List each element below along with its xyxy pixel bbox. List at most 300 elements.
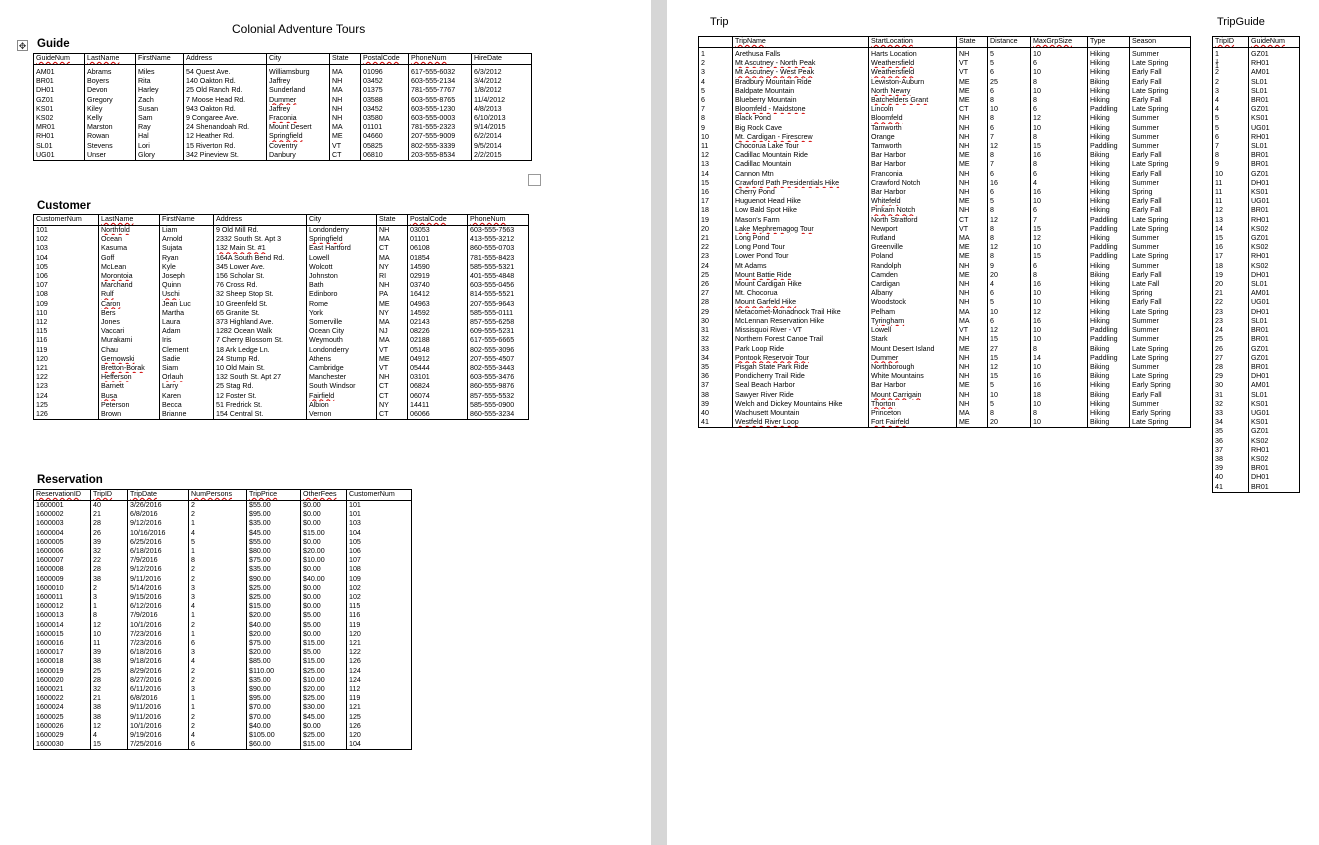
reservation-cell: 8 — [91, 611, 128, 620]
trip-cell: Tyringham — [869, 317, 957, 326]
trip-row — [699, 354, 1191, 363]
guide-cell: Unser — [85, 151, 136, 161]
reservation-cell: 10/1/2016 — [128, 722, 189, 731]
tripguide-cell: 30 — [1213, 381, 1249, 390]
tripguide-cell: 13 — [1213, 216, 1249, 225]
reservation-row — [34, 722, 412, 731]
reservation-cell: 120 — [347, 630, 412, 639]
customer-cell: 110 — [34, 309, 99, 318]
tripguide-row — [1213, 87, 1300, 96]
trip-cell: 8 — [988, 234, 1031, 243]
guide-cell: ME — [330, 132, 361, 141]
guide-cell: Harley — [136, 86, 184, 95]
tripguide-column-header: TripID — [1213, 37, 1249, 48]
reservation-cell: $5.00 — [301, 611, 347, 620]
reservation-section-title: Reservation — [37, 474, 103, 486]
trip-cell: VT — [957, 68, 988, 77]
trip-cell: ME — [957, 243, 988, 252]
customer-cell: Jean Luc — [160, 300, 214, 309]
customer-cell: 18 Ark Ledge Ln. — [214, 346, 307, 355]
trip-row — [699, 68, 1191, 77]
guide-cell: 617-555-6032 — [409, 65, 472, 78]
trip-cell: 10 — [1031, 68, 1088, 77]
tripguide-cell: 37 — [1213, 446, 1249, 455]
guide-cell: Lori — [136, 142, 184, 151]
customer-row — [34, 226, 529, 236]
trip-column-header: Season — [1130, 37, 1191, 48]
customer-column-header: FirstName — [160, 215, 214, 226]
tripguide-row — [1213, 48, 1300, 60]
tripguide-row — [1213, 68, 1300, 77]
customer-cell: NH — [377, 281, 408, 290]
trip-cell: Summer — [1130, 179, 1191, 188]
tripguide-row — [1213, 170, 1300, 179]
reservation-column-header: ReservationID — [34, 490, 91, 501]
trip-cell: Mount Battie Ride — [733, 271, 869, 280]
trip-cell: 39 — [699, 400, 733, 409]
tripguide-row — [1213, 335, 1300, 344]
customer-cell: 345 Lower Ave. — [214, 263, 307, 272]
reservation-cell: $40.00 — [247, 722, 301, 731]
trip-cell: 19 — [699, 216, 733, 225]
customer-row — [34, 309, 529, 318]
reservation-cell: 126 — [347, 657, 412, 666]
reservation-cell: $25.00 — [301, 667, 347, 676]
table-move-handle-icon[interactable]: ✥ — [18, 41, 27, 51]
trip-cell: 37 — [699, 381, 733, 390]
customer-cell: 814-555-5521 — [468, 290, 529, 299]
guide-cell: Williamsburg — [267, 65, 330, 78]
tripguide-row — [1213, 160, 1300, 169]
guide-cell: CT — [330, 151, 361, 161]
tripguide-column-header: GuideNum — [1249, 37, 1300, 48]
trip-cell: Biking — [1088, 363, 1130, 372]
trip-cell: Weathersfield — [869, 59, 957, 68]
trip-cell: Franconia — [869, 170, 957, 179]
trip-cell: North Stratford — [869, 216, 957, 225]
trip-cell: Big Rock Cave — [733, 124, 869, 133]
customer-cell: 10 Old Main St. — [214, 364, 307, 373]
customer-cell: 164A South Bend Rd. — [214, 254, 307, 263]
reservation-cell: 6/25/2016 — [128, 538, 189, 547]
guide-cell: 943 Oakton Rd. — [184, 105, 267, 114]
reservation-cell: 3 — [91, 593, 128, 602]
trip-row — [699, 96, 1191, 105]
customer-cell: Caron — [99, 300, 160, 309]
guide-row — [34, 96, 532, 105]
trip-column-header: MaxGrpSize — [1031, 37, 1088, 48]
trip-table — [698, 36, 1191, 428]
reservation-cell: 103 — [347, 519, 412, 528]
trip-row — [699, 308, 1191, 317]
reservation-cell: 1600025 — [34, 713, 91, 722]
trip-cell: 8 — [1031, 345, 1088, 354]
trip-cell: Mt. Cardigan - Firescrew — [733, 133, 869, 142]
customer-cell: Clement — [160, 346, 214, 355]
tripguide-cell: BR01 — [1249, 464, 1300, 473]
trip-cell: 16 — [1031, 188, 1088, 197]
customer-cell: South Windsor — [307, 382, 377, 391]
customer-cell: Arnold — [160, 235, 214, 244]
reservation-cell: $40.00 — [247, 621, 301, 630]
trip-cell: 30 — [699, 317, 733, 326]
guide-cell: Coventry — [267, 142, 330, 151]
reservation-row — [34, 501, 412, 511]
trip-cell: 12 — [988, 243, 1031, 252]
trip-cell: Late Spring — [1130, 418, 1191, 428]
trip-cell: North Newry — [869, 87, 957, 96]
trip-cell: McLennan Reservation Hike — [733, 317, 869, 326]
guide-cell: 781-555-2323 — [409, 123, 472, 132]
reservation-row — [34, 731, 412, 740]
reservation-cell: $60.00 — [247, 740, 301, 750]
customer-cell: Larry — [160, 382, 214, 391]
trip-cell: Biking — [1088, 345, 1130, 354]
trip-cell: 27 — [988, 345, 1031, 354]
guide-cell: 603-555-2134 — [409, 77, 472, 86]
trip-cell: Bar Harbor — [869, 151, 957, 160]
customer-column-header: City — [307, 215, 377, 226]
trip-cell: Mason's Farm — [733, 216, 869, 225]
trip-cell: ME — [957, 418, 988, 428]
tripguide-cell: 5 — [1213, 114, 1249, 123]
trip-cell: 12 — [1031, 234, 1088, 243]
tripguide-cell: RH01 — [1249, 59, 1300, 68]
tripguide-cell: SL01 — [1249, 142, 1300, 151]
reservation-cell: $15.00 — [247, 602, 301, 611]
customer-column-header: PhoneNum — [468, 215, 529, 226]
reservation-cell: 9/18/2016 — [128, 657, 189, 666]
customer-row — [34, 263, 529, 272]
trip-cell: NH — [957, 206, 988, 215]
tripguide-cell: 8 — [1213, 151, 1249, 160]
trip-cell: Biking — [1088, 418, 1130, 428]
reservation-cell: $25.00 — [247, 584, 301, 593]
reservation-cell: 104 — [347, 740, 412, 750]
trip-cell: Metacomet-Monadnock Trail Hike — [733, 308, 869, 317]
reservation-row — [34, 538, 412, 547]
trip-cell: Late Fall — [1130, 280, 1191, 289]
trip-cell: 6 — [988, 289, 1031, 298]
reservation-cell: $20.00 — [247, 630, 301, 639]
tripguide-cell: 41 — [1213, 483, 1249, 493]
reservation-cell: 1600002 — [34, 510, 91, 519]
trip-cell: 17 — [699, 197, 733, 206]
guide-cell: Jaffrey — [267, 105, 330, 114]
guide-cell: Devon — [85, 86, 136, 95]
trip-cell: 21 — [699, 234, 733, 243]
reservation-cell: 1600020 — [34, 676, 91, 685]
trip-cell: 15 — [988, 335, 1031, 344]
tripguide-cell: 12 — [1213, 206, 1249, 215]
trip-cell: 10 — [1031, 87, 1088, 96]
guide-cell: 9/14/2015 — [472, 123, 532, 132]
tripguide-cell: KS02 — [1249, 243, 1300, 252]
customer-cell: 24 Stump Rd. — [214, 355, 307, 364]
reservation-cell: 119 — [347, 621, 412, 630]
trip-cell: Chocorua Lake Tour — [733, 142, 869, 151]
customer-cell: NH — [377, 373, 408, 382]
customer-cell: 119 — [34, 346, 99, 355]
customer-cell: 04963 — [408, 300, 468, 309]
customer-cell: Sujata — [160, 244, 214, 253]
trip-cell: Summer — [1130, 326, 1191, 335]
trip-cell: Hiking — [1088, 170, 1130, 179]
trip-cell: Weathersfield — [869, 68, 957, 77]
trip-cell: Late Spring — [1130, 87, 1191, 96]
guide-cell: NH — [330, 114, 361, 123]
reservation-cell: 119 — [347, 694, 412, 703]
reservation-cell: 8/27/2016 — [128, 676, 189, 685]
reservation-row — [34, 510, 412, 519]
reservation-cell: 1600013 — [34, 611, 91, 620]
trip-cell: 7 — [988, 160, 1031, 169]
tripguide-row — [1213, 225, 1300, 234]
trip-cell: Wachusett Mountain — [733, 409, 869, 418]
reservation-cell: $15.00 — [301, 529, 347, 538]
guide-cell: Rita — [136, 77, 184, 86]
reservation-cell: 1600030 — [34, 740, 91, 750]
trip-row — [699, 271, 1191, 280]
customer-cell: Edinboro — [307, 290, 377, 299]
tripguide-row — [1213, 400, 1300, 409]
guide-column-header: State — [330, 54, 361, 65]
trip-cell: NH — [957, 400, 988, 409]
reservation-cell: 1600005 — [34, 538, 91, 547]
reservation-cell: 105 — [347, 538, 412, 547]
customer-cell: 120 — [34, 355, 99, 364]
trip-cell: Hiking — [1088, 68, 1130, 77]
reservation-cell: 1600016 — [34, 639, 91, 648]
trip-cell: Paddling — [1088, 252, 1130, 261]
customer-cell: Iris — [160, 336, 214, 345]
trip-row — [699, 206, 1191, 215]
trip-cell: 16 — [1031, 317, 1088, 326]
customer-cell: 115 — [34, 327, 99, 336]
tripguide-cell: 2 — [1213, 78, 1249, 87]
trip-cell: Pisgah State Park Ride — [733, 363, 869, 372]
customer-cell: Busa — [99, 392, 160, 401]
customer-row — [34, 336, 529, 345]
tripguide-cell: BR01 — [1249, 335, 1300, 344]
reservation-cell: $35.00 — [247, 676, 301, 685]
tripguide-cell: 25 — [1213, 335, 1249, 344]
tripguide-row — [1213, 381, 1300, 390]
trip-cell: 15 — [699, 179, 733, 188]
guide-cell: 781-555-7767 — [409, 86, 472, 95]
customer-cell: CT — [377, 392, 408, 401]
customer-cell: 107 — [34, 281, 99, 290]
customer-cell: Laura — [160, 318, 214, 327]
guide-cell: Kelly — [85, 114, 136, 123]
customer-column-header: Address — [214, 215, 307, 226]
guide-cell: VT — [330, 142, 361, 151]
customer-cell: Karen — [160, 392, 214, 401]
reservation-cell: $5.00 — [301, 648, 347, 657]
trip-cell: 36 — [699, 372, 733, 381]
guide-cell: 03452 — [361, 77, 409, 86]
guide-cell: Miles — [136, 65, 184, 78]
guide-cell: 01101 — [361, 123, 409, 132]
trip-cell: Black Pond — [733, 114, 869, 123]
tripguide-cell: 38 — [1213, 455, 1249, 464]
reservation-cell: 7/23/2016 — [128, 639, 189, 648]
trip-cell: 10 — [699, 133, 733, 142]
reservation-cell: 7/9/2016 — [128, 611, 189, 620]
reservation-cell: 10/16/2016 — [128, 529, 189, 538]
guide-cell: 603-555-1230 — [409, 105, 472, 114]
trip-cell: Cardigan — [869, 280, 957, 289]
trip-cell: 6 — [1031, 170, 1088, 179]
trip-cell: NH — [957, 114, 988, 123]
trip-cell: 4 — [988, 280, 1031, 289]
trip-cell: 5 — [988, 400, 1031, 409]
guide-column-header: LastName — [85, 54, 136, 65]
customer-cell: Rome — [307, 300, 377, 309]
customer-cell: Lowell — [307, 254, 377, 263]
reservation-column-header: NumPersons — [189, 490, 247, 501]
trip-cell: Hiking — [1088, 188, 1130, 197]
reservation-cell: $25.00 — [301, 694, 347, 703]
trip-cell: Princeton — [869, 409, 957, 418]
reservation-cell: 9/15/2016 — [128, 593, 189, 602]
trip-cell: NH — [957, 179, 988, 188]
customer-cell: 603-555-7563 — [468, 226, 529, 236]
trip-row — [699, 234, 1191, 243]
customer-cell: 857-555-5532 — [468, 392, 529, 401]
reservation-cell: 12 — [91, 621, 128, 630]
table-resize-handle[interactable] — [528, 174, 541, 186]
trip-cell: Camden — [869, 271, 957, 280]
trip-cell: Hiking — [1088, 96, 1130, 105]
guide-row — [34, 105, 532, 114]
trip-cell: ME — [957, 96, 988, 105]
customer-cell: 2332 South St. Apt 3 — [214, 235, 307, 244]
tripguide-row — [1213, 280, 1300, 289]
customer-cell: 156 Scholar St. — [214, 272, 307, 281]
trip-cell: 6 — [1031, 105, 1088, 114]
tripguide-row — [1213, 179, 1300, 188]
trip-cell: 1 — [699, 48, 733, 60]
reservation-cell: 4 — [189, 657, 247, 666]
guide-cell: Gregory — [85, 96, 136, 105]
trip-row — [699, 372, 1191, 381]
trip-row — [699, 133, 1191, 142]
trip-cell: NH — [957, 262, 988, 271]
tripguide-row — [1213, 298, 1300, 307]
trip-cell: Whitefeld — [869, 197, 957, 206]
reservation-cell: $40.00 — [301, 575, 347, 584]
trip-cell: Hiking — [1088, 133, 1130, 142]
reservation-cell: $0.00 — [301, 519, 347, 528]
reservation-cell: $0.00 — [301, 630, 347, 639]
customer-table — [33, 214, 529, 420]
trip-cell: Paddling — [1088, 354, 1130, 363]
trip-cell: Summer — [1130, 133, 1191, 142]
trip-cell: 38 — [699, 391, 733, 400]
reservation-cell: $0.00 — [301, 538, 347, 547]
customer-cell: 207-555-4507 — [468, 355, 529, 364]
reservation-cell: $20.00 — [301, 685, 347, 694]
customer-cell: Manchester — [307, 373, 377, 382]
trip-cell: Newport — [869, 225, 957, 234]
trip-cell: 12 — [1031, 308, 1088, 317]
trip-cell: VT — [957, 225, 988, 234]
trip-cell: Crawford Notch — [869, 179, 957, 188]
reservation-cell: 6/12/2016 — [128, 602, 189, 611]
customer-cell: 802-555-3096 — [468, 346, 529, 355]
trip-cell: 14 — [699, 170, 733, 179]
trip-cell: Late Spring — [1130, 59, 1191, 68]
tripguide-table — [1212, 36, 1300, 493]
reservation-cell: 9/11/2016 — [128, 703, 189, 712]
reservation-cell: 1600015 — [34, 630, 91, 639]
trip-cell: Mount Garfeld Hike — [733, 298, 869, 307]
trip-cell: 4 — [699, 78, 733, 87]
trip-cell: Bradbury Mountain Ride — [733, 78, 869, 87]
customer-cell: 108 — [34, 290, 99, 299]
trip-cell: 5 — [988, 298, 1031, 307]
guide-cell: NH — [330, 96, 361, 105]
tripguide-cell: GZ01 — [1249, 170, 1300, 179]
tripguide-cell: 34 — [1213, 418, 1249, 427]
reservation-cell: 1 — [189, 547, 247, 556]
tripguide-cell: 11 — [1213, 197, 1249, 206]
trip-cell: 40 — [699, 409, 733, 418]
trip-cell: 10 — [988, 391, 1031, 400]
customer-cell: 14411 — [408, 401, 468, 410]
trip-cell: 12 — [699, 151, 733, 160]
customer-cell: 207-555-9643 — [468, 300, 529, 309]
guide-cell: 12 Heather Rd. — [184, 132, 267, 141]
customer-header-row — [34, 215, 529, 226]
tripguide-cell: 2 — [1213, 68, 1249, 77]
guide-cell: SL01 — [34, 142, 85, 151]
reservation-cell: $25.00 — [247, 593, 301, 602]
trip-cell: 15 — [988, 372, 1031, 381]
reservation-cell: 39 — [91, 538, 128, 547]
trip-column-header: Distance — [988, 37, 1031, 48]
reservation-cell: 9/19/2016 — [128, 731, 189, 740]
reservation-cell: 25 — [91, 667, 128, 676]
trip-column-header: TripName — [733, 37, 869, 48]
trip-cell: Paddling — [1088, 225, 1130, 234]
customer-row — [34, 327, 529, 336]
trip-cell: Late Spring — [1130, 160, 1191, 169]
reservation-cell: 1 — [189, 630, 247, 639]
customer-cell: Murakami — [99, 336, 160, 345]
trip-cell: 15 — [1031, 142, 1088, 151]
customer-cell: Bath — [307, 281, 377, 290]
reservation-row — [34, 611, 412, 620]
tripguide-row — [1213, 473, 1300, 482]
tripguide-cell: UG01 — [1249, 298, 1300, 307]
trip-cell: ME — [957, 160, 988, 169]
reservation-cell: $10.00 — [301, 676, 347, 685]
trip-cell: Summer — [1130, 142, 1191, 151]
reservation-cell: $5.00 — [301, 621, 347, 630]
tripguide-section-title: TripGuide — [1217, 16, 1265, 28]
trip-cell: Long Pond Tour — [733, 243, 869, 252]
trip-row — [699, 252, 1191, 261]
reservation-cell: 1600004 — [34, 529, 91, 538]
tripguide-cell: 19 — [1213, 271, 1249, 280]
reservation-cell: $15.00 — [301, 657, 347, 666]
customer-cell: 03101 — [408, 373, 468, 382]
trip-cell: 8 — [1031, 271, 1088, 280]
guide-cell: 03580 — [361, 114, 409, 123]
tripguide-cell: 10 — [1213, 170, 1249, 179]
